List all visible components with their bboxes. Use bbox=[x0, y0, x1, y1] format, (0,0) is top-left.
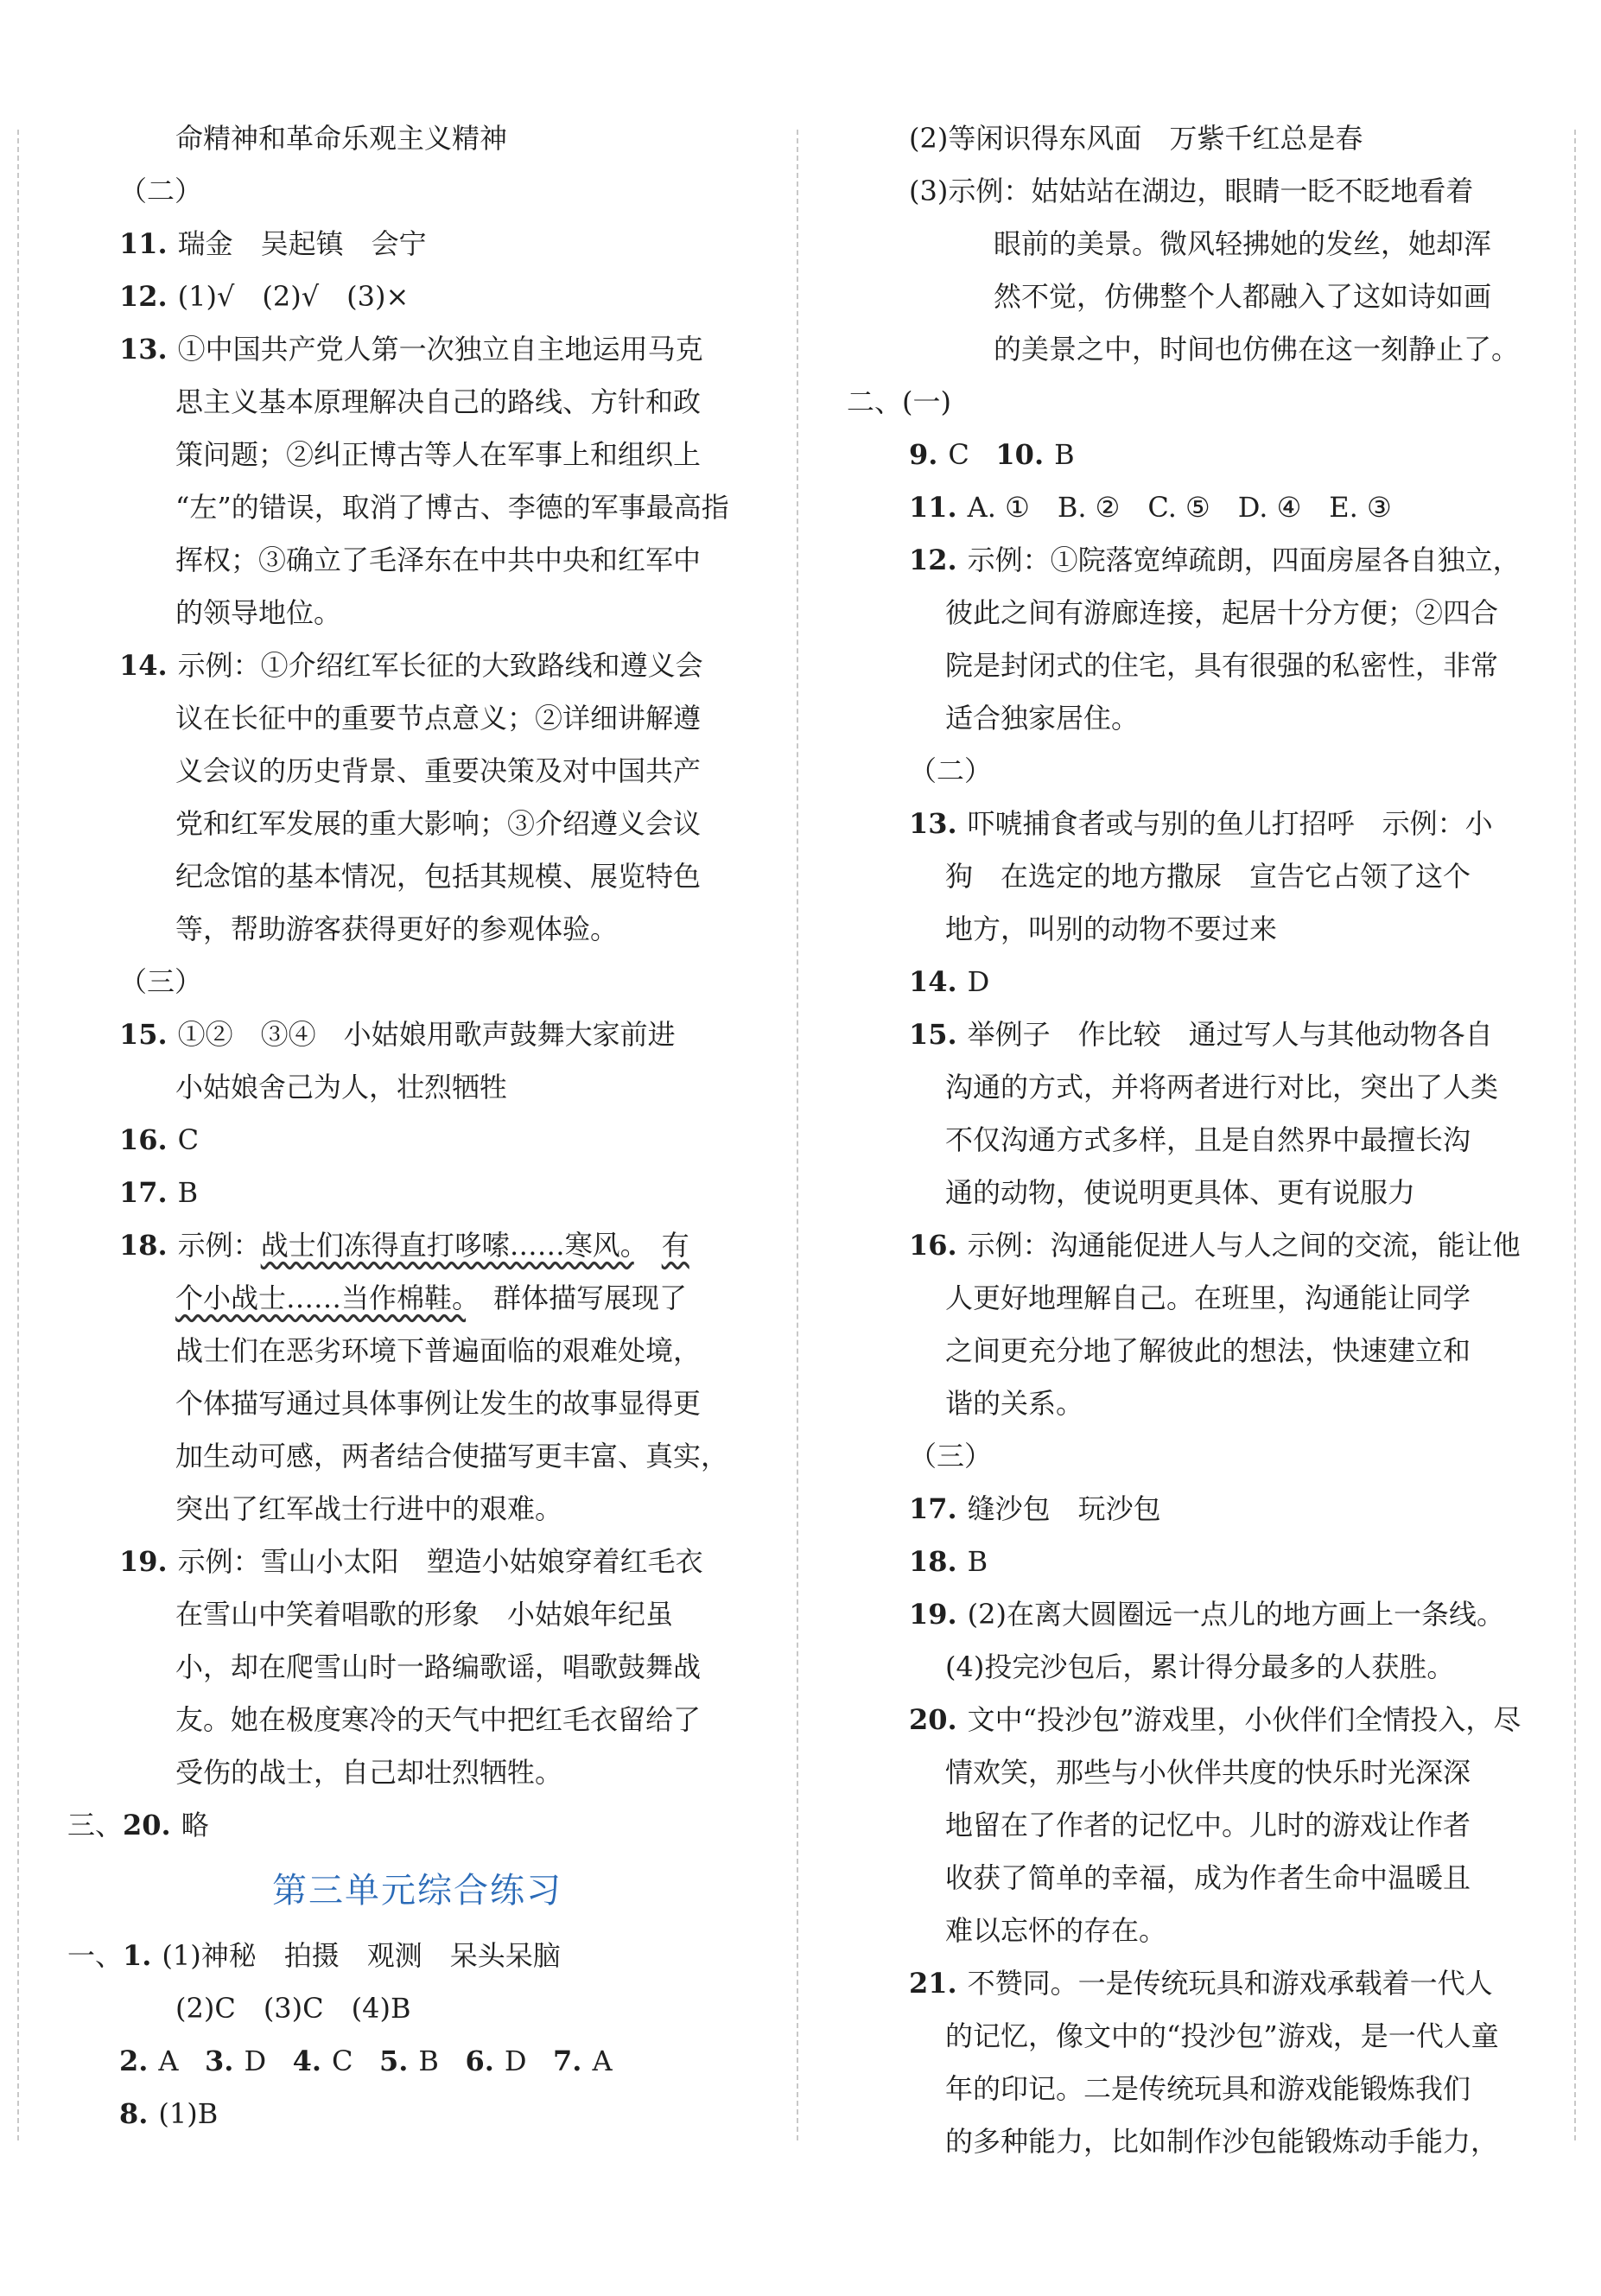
wavy-underlined-quote: 战士们冻得直打哆嗦……寒风。 bbox=[260, 1229, 634, 1262]
answer-14-line: 议在长征中的重要节点意义；②详细讲解遵 bbox=[175, 702, 702, 735]
wavy-underlined-quote: 个小战士……当作棉鞋。 bbox=[175, 1282, 467, 1314]
answer-20-line: 情欢笑，那些与小伙伴共度的快乐时光深深 bbox=[945, 1756, 1471, 1789]
answer-18-line: 战士们在恶劣环境下普遍面临的艰难处境， bbox=[175, 1334, 702, 1367]
answer-15: 15. 举例子 作比较 通过写人与其他动物各自 bbox=[909, 1018, 1493, 1051]
answer-20: 20. 文中“投沙包”游戏里，小伙伴们全情投入，尽 bbox=[909, 1703, 1522, 1736]
answer-14-line: 义会议的历史背景、重要决策及对中国共产 bbox=[175, 754, 702, 787]
answer-1: 一、1. (1)神秘 拍摄 观测 呆头呆脑 bbox=[67, 1939, 561, 1972]
answer-21-line: 的多种能力，比如制作沙包能锻炼动手能力， bbox=[945, 2125, 1499, 2158]
answer-19-line: 友。她在极度寒冷的天气中把红毛衣留给了 bbox=[175, 1703, 702, 1736]
answer-8-line: 的美景之中，时间也仿佛在这一刻静止了。 bbox=[994, 333, 1520, 366]
answer-19-line: 小，却在爬雪山时一路编歌谣，唱歌鼓舞战 bbox=[175, 1650, 702, 1683]
answer-8-line: 然不觉，仿佛整个人都融入了这如诗如画 bbox=[994, 280, 1492, 313]
answer-18-line: 个体描写通过具体事例让发生的故事显得更 bbox=[175, 1387, 702, 1420]
answer-13-line: 策问题；②纠正博古等人在军事上和组织上 bbox=[175, 438, 702, 471]
answer-19: 19. (2)在离大圆圈远一点儿的地方画上一条线。 bbox=[909, 1598, 1505, 1631]
answer-14-line: 纪念馆的基本情况，包括其规模、展览特色 bbox=[175, 860, 702, 893]
answer-17: 17. 缝沙包 玩沙包 bbox=[909, 1492, 1161, 1525]
answer-12: 12. (1)√ (2)√ (3)× bbox=[119, 280, 410, 313]
wavy-underlined-quote: 有 bbox=[661, 1229, 689, 1262]
answer-18: 18. 示例：战士们冻得直打哆嗦……寒风。 有 bbox=[119, 1229, 689, 1262]
answer-15-line: 小姑娘舍己为人，壮烈牺牲 bbox=[175, 1071, 508, 1103]
answer-16-line: 谐的关系。 bbox=[945, 1387, 1084, 1420]
answer-8-part3: (3)示例：姑姑站在湖边，眼睛一眨不眨地看着 bbox=[909, 175, 1474, 207]
answer-14-line: 等，帮助游客获得更好的参观体验。 bbox=[175, 913, 619, 945]
answer-18: 18. B bbox=[909, 1545, 988, 1578]
continued-line: 命精神和革命乐观主义精神 bbox=[175, 122, 508, 155]
answer-13: 13. 吓唬捕食者或与别的鱼儿打招呼 示例：小 bbox=[909, 807, 1493, 840]
answer-11: 11. 瑞金 吴起镇 会宁 bbox=[119, 227, 427, 260]
answer-14: 14. D bbox=[909, 965, 990, 998]
answer-8-part2: (2)等闲识得东风面 万紫千红总是春 bbox=[909, 122, 1363, 155]
answer-13-line: 狗 在选定的地方撒尿 宣告它占领了这个 bbox=[945, 860, 1471, 893]
answer-21-line: 年的印记。二是传统玩具和游戏能锻炼我们 bbox=[945, 2072, 1471, 2105]
answer-20: 三、20. 略 bbox=[67, 1809, 209, 1841]
answer-16-line: 人更好地理解自己。在班里，沟通能让同学 bbox=[945, 1282, 1471, 1314]
answer-13-line: 地方，叫别的动物不要过来 bbox=[945, 913, 1278, 945]
answer-21-line: 的记忆，像文中的“投沙包”游戏，是一代人童 bbox=[945, 2019, 1499, 2052]
answer-13-line: 的领导地位。 bbox=[175, 596, 342, 629]
answers-9-10: 9. C 10. B bbox=[909, 438, 1075, 471]
right-column bbox=[848, 112, 1540, 2168]
answer-18-line: 个小战士……当作棉鞋。 群体描写展现了 bbox=[175, 1282, 688, 1314]
answer-12-line: 院是封闭式的住宅，具有很强的私密性，非常 bbox=[945, 649, 1499, 682]
answer-18-line: 加生动可感，两者结合使描写更丰富、真实， bbox=[175, 1440, 729, 1472]
answer-13-line: 挥权；③确立了毛泽东在中共中央和红军中 bbox=[175, 544, 702, 576]
answer-21: 21. 不赞同。一是传统玩具和游戏承载着一代人 bbox=[909, 1967, 1493, 2000]
answers-2-to-7: 2. A 3. D 4. C 5. B 6. D 7. A bbox=[119, 2045, 613, 2077]
section-label: （二） bbox=[909, 754, 993, 787]
answer-13-line: 思主义基本原理解决自己的路线、方针和政 bbox=[175, 385, 702, 418]
answer-16-line: 之间更充分地了解彼此的想法，快速建立和 bbox=[945, 1334, 1471, 1367]
answer-19-line: 在雪山中笑着唱歌的形象 小姑娘年纪虽 bbox=[175, 1598, 674, 1631]
answer-20-line: 难以忘怀的存在。 bbox=[945, 1914, 1167, 1947]
answer-16: 16. 示例：沟通能促进人与人之间的交流，能让他 bbox=[909, 1229, 1521, 1262]
left-margin-divider bbox=[17, 130, 19, 2140]
answer-1-line: (2)C (3)C (4)B bbox=[175, 1992, 411, 2025]
answer-15-line: 不仅沟通方式多样，且是自然界中最擅长沟 bbox=[945, 1123, 1471, 1156]
center-divider bbox=[797, 130, 798, 2140]
answer-16: 16. C bbox=[119, 1123, 200, 1156]
answer-13-line: “左”的错误，取消了博古、李德的军事最高指 bbox=[175, 491, 729, 524]
answer-17: 17. B bbox=[119, 1176, 199, 1209]
answer-13: 13. ①中国共产党人第一次独立自主地运用马克 bbox=[119, 333, 703, 366]
answer-19-line: (4)投完沙包后，累计得分最多的人获胜。 bbox=[945, 1650, 1455, 1683]
left-column bbox=[67, 112, 767, 2140]
answer-12: 12. 示例：①院落宽绰疏朗，四面房屋各自独立， bbox=[909, 544, 1521, 576]
section-label: （三） bbox=[119, 965, 203, 998]
section-label: （三） bbox=[909, 1440, 993, 1472]
answer-11: 11. A. ① B. ② C. ⑤ D. ④ E. ③ bbox=[909, 491, 1392, 524]
answer-8-line: 眼前的美景。微风轻拂她的发丝，她却浑 bbox=[994, 227, 1492, 260]
answer-14-line: 党和红军发展的重大影响；③介绍遵义会议 bbox=[175, 807, 702, 840]
right-margin-divider bbox=[1574, 130, 1576, 2140]
part-label: 二、(一) bbox=[847, 385, 951, 418]
answer-15-line: 通的动物，使说明更具体、更有说服力 bbox=[945, 1176, 1416, 1209]
answer-19: 19. 示例：雪山小太阳 塑造小姑娘穿着红毛衣 bbox=[119, 1545, 703, 1578]
answer-20-line: 地留在了作者的记忆中。儿时的游戏让作者 bbox=[945, 1809, 1471, 1841]
answer-15: 15. ①② ③④ 小姑娘用歌声鼓舞大家前进 bbox=[119, 1018, 676, 1051]
answer-19-line: 受伤的战士，自己却壮烈牺牲。 bbox=[175, 1756, 563, 1789]
answer-15-line: 沟通的方式，并将两者进行对比，突出了人类 bbox=[945, 1071, 1499, 1103]
answer-12-line: 适合独家居住。 bbox=[945, 702, 1140, 735]
answer-18-line: 突出了红军战士行进中的艰难。 bbox=[175, 1492, 563, 1525]
unit-heading: 第三单元综合练习 bbox=[272, 1871, 562, 1911]
answer-14: 14. 示例：①介绍红军长征的大致路线和遵义会 bbox=[119, 649, 703, 682]
section-label: （二） bbox=[119, 175, 203, 207]
answer-12-line: 彼此之间有游廊连接，起居十分方便；②四合 bbox=[945, 596, 1499, 629]
answer-8: 8. (1)B bbox=[119, 2097, 219, 2130]
answer-20-line: 收获了简单的幸福，成为作者生命中温暖且 bbox=[945, 1861, 1471, 1894]
